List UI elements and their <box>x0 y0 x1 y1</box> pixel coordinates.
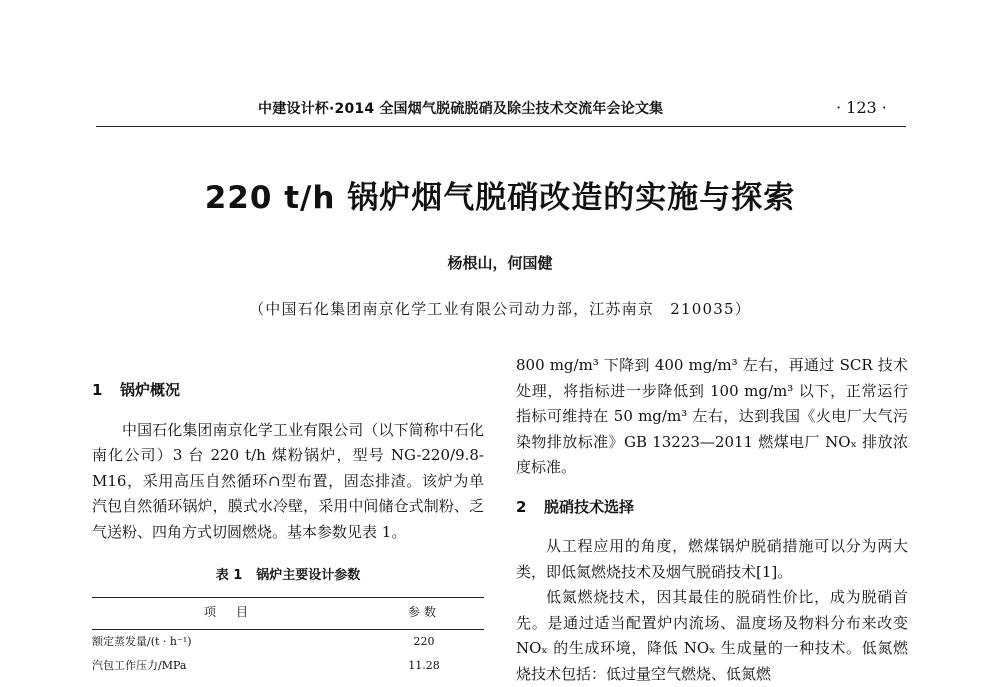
table-cell-value: 220 <box>413 635 435 648</box>
section-title: 锅炉概况 <box>120 381 181 399</box>
table-header-row <box>92 597 484 630</box>
table-caption <box>92 563 484 589</box>
table-header-item: 项 目 <box>92 597 364 630</box>
paper-affiliation: （中国石化集团南京化学工业有限公司动力部，江苏南京 210035） <box>249 300 751 318</box>
body-paragraph: 800 mg/m³ 下降到 400 mg/m³ 左右，再通过 SCR 技术处理，将指标进一步降低到 100 mg/m³ 以下，正常运行指标可维持在 50 mg/m³ 左右，达到我国《火电厂大气污染物排放标准》GB 13223—2011 燃煤电厂 NOₓ 排放浓度标准。 <box>516 356 909 476</box>
section-heading-2 <box>516 495 908 521</box>
section-title: 脱硝技术选择 <box>544 497 635 516</box>
section-number: 2 <box>516 497 527 516</box>
right-column <box>516 353 908 687</box>
table-row <box>92 630 484 655</box>
parameters-table <box>92 597 484 679</box>
table-label: 表 1 <box>215 568 243 583</box>
paper-title: 220 t/h 锅炉烟气脱硝改造的实施与探索 <box>204 180 796 216</box>
header-rule <box>96 126 906 127</box>
table-cell-value: 11.28 <box>408 659 440 672</box>
body-paragraph: 从工程应用的角度，燃煤锅炉脱硝措施可以分为两大类，即低氮燃烧技术及烟气脱硝技术[1]。 <box>516 537 908 581</box>
body-paragraph: 中国石化集团南京化学工业有限公司（以下简称中石化南化公司）3 台 220 t/h 煤粉锅炉，型号 NG-220/9.8-M16，采用高压自然循环∩型布置，固态排渣。该炉为单汽包自然循环锅炉，膜式水冷壁，采用中间储仓式制粉、乏气送粉、四角方式切圆燃烧。基本参数见表 1。 <box>92 420 484 541</box>
page-number: · 123 · <box>836 98 887 117</box>
table-cell-item: 汽包工作压力/MPa <box>92 659 187 672</box>
left-column <box>92 368 484 678</box>
body-paragraph: 低氮燃烧技术，因其最佳的脱硝性价比，成为脱硝首先。是通过适当配置炉内流场、温度场及物料分布来改变 NOₓ 的生成环境，降低 NOₓ 生成量的一种技术。低氮燃烧技术包括：低过量空气燃烧、低氮燃 <box>516 588 908 683</box>
table-header-value: 参数 <box>364 597 484 630</box>
paper-authors: 杨根山，何国健 <box>447 254 553 272</box>
section-number: 1 <box>92 381 103 399</box>
running-head-title: 中建设计杯·2014 全国烟气脱硫脱硝及除尘技术交流年会论文集 <box>258 101 664 117</box>
table-caption-text: 锅炉主要设计参数 <box>256 568 361 583</box>
table-row <box>92 654 484 678</box>
table-cell-item: 额定蒸发量/(t · h⁻¹) <box>92 635 192 648</box>
section-heading-1 <box>92 378 484 404</box>
